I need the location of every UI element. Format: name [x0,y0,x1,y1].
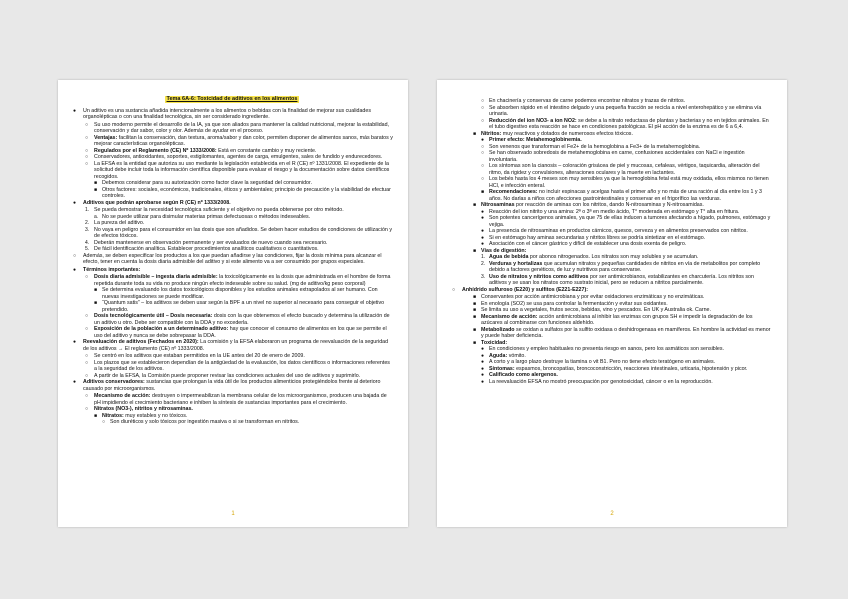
bullet-marker: ○ [73,252,77,259]
bullet-marker: ○ [85,353,89,359]
bullet-marker: 3. [481,273,486,280]
item-bold-text: Dosis diaria admisible – ingesta diaria admisible: [94,274,218,280]
bullet-marker: ○ [85,326,89,332]
list-item [70,360,394,373]
list-item [449,379,773,386]
item-text: Son potentes cancerígenos animales, ya que 75 de ellas inducen a tumores afectando a hígado, pulmones, estómago y vejiga. [489,215,771,228]
bullet-marker: ○ [85,154,89,160]
bullet-marker: ○ [481,98,485,104]
page-2 [437,80,787,527]
item-text: No vaya en peligro para el consumidor en las dosis que son añadidos. Se deben hacer estudios de condiciones de utilización y de efectos tóxicos. [94,226,392,239]
item-text: se oxidan a sulfatos por la sulfito oxidasa o deshidrogenasa en mamíferos. En hombre la actividad es menor y puede haber deficiencia. [481,326,771,339]
item-text: dosis con la que obtenemos el efecto buscado y determina la utilización de un aditivo u otro. Debe ser compatible con la DDA y no excederla. [94,313,390,326]
bullet-marker: ○ [85,134,89,141]
bullet-marker: ○ [481,176,485,182]
item-text: facilitan la conservación, dan textura, aroma/sabor y dan color, permiten disponer de alimentos sanos, más baratos y mejorar características organolépticas. [94,134,393,147]
item-bold-text: Mecanismo de acción: [481,313,538,320]
item-bold-text: Nitratos: [102,412,124,419]
bullet-marker: ○ [85,406,89,412]
bullet-marker: ○ [481,117,485,124]
item-text: vómito. [507,352,526,359]
item-bold-text: Aguda: [489,352,508,359]
list-item [70,108,394,121]
item-text: Debemos considerar para su autorización como factor clave la seguridad del consumidor. [102,180,312,186]
item-bold-text: Exposición de la población a un determinado aditivo: [94,326,229,332]
item-text: Además, se deben especificar los productos a los que puedan añadirse y las condiciones, fijar la dosis mínima para alcanzar el efecto, tener en cuenta la dosis diaria admisible del aditivo y si este alimento va a ser consumido por grupos especiales. [83,252,382,265]
bullet-marker: ● [73,266,77,273]
bullet-marker: ● [481,359,485,365]
list-item [449,327,773,340]
bullet-marker: ■ [473,247,477,254]
bullet-marker: ○ [452,286,456,293]
item-text: la toxicológicamente es la dosis que administrada en el hombre de forma repetida durante toda su vida no produce ningún efecto indeseable sobre su salud. (mg de aditivo/kg peso corporal) [94,274,391,287]
list-item [70,393,394,406]
bullet-marker: 2. [481,260,486,267]
item-text: Conservantes por acción antimicrobiana y por evitar oxidaciones enzimáticas y no enzimáticas. [481,294,705,300]
bullet-marker: ● [481,365,485,372]
item-bold-text: Síntomas: [489,365,515,372]
item-text: Se limita su uso a vegetales, frutos secos, bebidas, vino y pescados. En UK y Australia ok. Carne. [481,307,711,313]
item-text: muy estables y no tóxicos. [123,412,188,419]
bullet-marker: a. [94,213,99,220]
item-bold-text: Términos importantes: [83,266,141,273]
item-bold-text: Recomendaciones: [489,189,538,195]
bullet-marker: ○ [481,163,485,169]
bullet-marker: ■ [94,300,98,306]
bullet-marker: ○ [481,150,485,156]
item-bold-text: Anhídrido sulfuroso (E220) y sulfitos (E221-E227): [462,286,588,293]
bullet-marker: ■ [94,287,98,293]
list-item [449,105,773,118]
list-item [70,135,394,148]
list-item [449,176,773,189]
page-number: 2 [610,510,614,517]
item-text: Conservadores, antioxidantes, soportes, estigilomantes, agentes de carga, emulgentes, sales de fundido y endurecedores. [94,154,383,160]
item-text: acción antimicrobiana al inhibir las enzimas con grupos SH e impedir la degradación de los azúcares al combinarse con funciones aldehído. [481,313,753,326]
item-text: La comisión y la EFSA elaboraron un programa de reevaluación de la seguridad de los aditivos → El reglamento (CE) nº 1333/2008. [83,339,389,352]
item-text: por reacción de aminas con los nitritos, dando N-nitrosaminas y N-nitrosamidas. [514,202,704,208]
bullet-marker: ● [73,107,77,114]
item-bold-text: Dosis tecnológicamente útil – Dosis necesaria: [94,313,213,319]
list-item [70,187,394,200]
item-text: La pureza del aditivo. [94,220,145,226]
bullet-marker: ● [481,215,485,221]
bullet-marker: ○ [85,359,89,366]
item-text: La EFSA es la entidad que autoriza su uso mediante la legislación establecida en el R (CE) nº 1331/2008. El expediente de la solicitud debe incluir toda la información científica disponible para evaluar el riesgo y la documentación sobre datos científicos recogidos. [94,160,390,180]
list-item [449,287,773,294]
bullet-marker: ■ [94,186,98,193]
item-text: A partir de la EFSA, la Comisión puede proponer revisar las condiciones actuales del uso de aditivos y suprimirlo. [94,372,361,379]
list-item [70,313,394,326]
item-bold-text: Metabolizado [481,326,515,333]
bullet-marker: ● [481,234,485,241]
bullet-marker: ● [481,372,485,378]
bullet-marker: ● [73,199,77,206]
list-item [70,339,394,352]
item-text: Se han observado sobredosis de metahemoglobina en carne, confusiones accidentales con NaCl e ingestión involuntaria. [489,150,745,163]
bullet-marker: ● [481,208,485,215]
item-bold-text: Reevaluación de aditivos (Fechados en 2020): [83,339,199,345]
item-text: Si en estómago hay aminas secundarias y nitritos libres se podría sintetizar en el estómago. [489,234,706,241]
item-text: que acumulan nitratos y pequeñas cantidades de nitritos en vía de metabolitos por completo debido a factores genéticos, de luz y nutritivos para conservarse. [489,260,761,273]
item-text: muy reactivos y dotados de numerosos efectos tóxicos. [501,130,633,137]
bullet-marker: ○ [85,372,89,379]
bullet-marker: ○ [85,147,89,154]
item-text: Se absorben rápido en el intestino delgado y una pequeña fracción se recicla a nivel enterohepático y se elimina vía urinaria. [489,104,762,117]
bullet-marker: ■ [473,307,477,313]
item-bold-text: Mecanismo de acción: [94,393,151,399]
item-bold-text: Uso de nitratos y nitritos como aditivos [489,273,589,280]
bullet-marker: ■ [94,412,98,419]
list-item [70,326,394,339]
bullet-marker: ■ [473,294,477,300]
item-text: A corto y a largo plazo destruye la tiamina o vit B1. Pero no tiene efecto teratógeno en animales. [489,359,716,365]
item-text: “Quantum satis” – los aditivos se deben usar según la BPF a un nivel no superior al necesario para conseguir el objetivo pretendido. [102,300,385,313]
item-text: hay que conocer el consumo de alimentos en los que se permite el uso del aditivo y nunca se debe sobrepasar la DDA. [94,326,387,339]
bullet-marker: ● [481,346,485,352]
list-item [70,300,394,313]
item-bold-text: Nitrosaminas [481,202,515,208]
page-number: 1 [231,510,235,517]
list-item [70,227,394,240]
bullet-marker: ○ [481,143,485,150]
item-text: Su uso moderno permite el desarrollo de la IA, ya que son aliados para mantener la calidad nutricional, mejorar la estabilidad, conservación y dar sabor, color y olor. Además de ayudar en el proceso. [94,121,390,134]
document-title: Tema 6A-6: Toxicidad de aditivos en los alimentos [166,96,298,102]
item-text: Se determina evaluando los datos toxicológicos disponibles y los estudios animales extrapolados al ser humano. Con nuevas investigaciones se puede modificar. [102,287,378,300]
item-text: Asociación con el cáncer gástrico y difícil de establecer una dosis exenta de peligro. [489,241,687,247]
list-item [449,118,773,131]
item-bold-text: Toxicidad: [481,339,508,346]
item-text: destruyen o impermeabilizan la membrana celular de los microorganismos, producen una bajada de pH impidiendo el crecimiento bacteriano e inhiben la síntesis de sustancias importantes para el crecimiento. [94,393,387,406]
bullet-marker: ● [73,379,77,385]
item-bold-text: Reducción del ion NO3- a ion NO2: [489,117,577,124]
left-page-list [70,108,394,426]
item-text: sustancias que prolongan la vida útil de los productos alimenticios protegiéndolos frente al deterioro causado por microorganismos. [83,379,381,392]
list-item [70,419,394,426]
item-text: En condiciones y empleo habituales no presenta riesgo en sanos, pero los asmáticos son sensibles. [489,346,724,352]
item-text: Está en constante cambio y muy reciente. [216,147,317,154]
bullet-marker: ○ [481,104,485,111]
bullet-marker: ■ [473,202,477,208]
bullet-marker: 4. [85,239,90,246]
list-item [449,261,773,274]
item-text: Los bebés hasta los 4 meses son muy sensibles ya que la hemoglobina fetal está muy oxidada, ellos mismos no tienen HCl, e infección enteral. [489,176,769,189]
item-text: Reacción del ion nitrito y una amina: 2ª o 3ª en medio ácido, T° moderada en estómago y T° alta en fritura. [489,208,740,215]
item-text: se debe a la nitrato reductasa de plantas y bacterias y no en tejidos animales. En el tubo digestivo esta reacción se hace en condiciones patológicas. El pH acción de la enzima es de 6 a 6,4. [489,117,769,130]
item-bold-text: Agua de bebida [489,254,529,260]
bullet-marker: 3. [85,226,90,233]
item-text: por ser antimicrobianos, estabilizantes en charcutería. Los nitritos son aditivos y se usan los nitratos como sustrato inicial, pero se reducen a nitritos parcialmente. [489,273,754,286]
item-bold-text: Nitratos (NO3-), nitritos y nitrosaminas. [94,406,193,412]
right-page-list [449,98,773,385]
item-bold-text: Regulados por el Reglamento (CE) Nº 1333/2008: [94,147,217,154]
item-text: La presencia de nitrosaminas en productos cárnicos, quesos, cerveza y en alimentos preservados con nitritos. [489,228,748,234]
item-bold-text: Verduras y hortalizas [489,260,543,267]
item-text: por abonos nitrogenados. Los nitratos son muy solubles y se acumulan. [528,254,699,260]
item-text: Los síntomas son la cianosis – coloración grisácea de piel y mucosas, cefaleas, vértigos, taquicardia, alteración del ritmo, da rigidez y convulsiones, alteraciones oculares y la muerte en lactantes. [489,163,760,176]
list-item [70,274,394,287]
bullet-marker: ● [481,241,485,247]
bullet-marker: ○ [102,419,106,425]
bullet-marker: ■ [473,339,477,346]
bullet-marker: 1. [85,207,90,213]
list-item [70,379,394,392]
list-item [449,163,773,176]
bullet-marker: ○ [85,274,89,280]
bullet-marker: ○ [85,121,89,128]
item-bold-text: Aditivos conservadores: [83,379,145,385]
bullet-marker: ■ [94,180,98,186]
item-bold-text: Vías de digestión: [481,247,527,254]
list-item [70,267,394,274]
bullet-marker: ○ [85,393,89,399]
bullet-marker: ■ [473,300,477,307]
list-item [449,314,773,327]
bullet-marker: ■ [473,130,477,137]
list-item [449,215,773,228]
item-text: no incluir espinacas y acelgas hasta el primer año y no más de una ración al día entre los 1 y 3 años. No darlas a niños con afecciones gastrointestinales y conservar en el frigorífico las verduras. [489,189,762,202]
bullet-marker: ○ [85,313,89,319]
bullet-marker: 2. [85,220,90,226]
list-item [449,274,773,287]
bullet-marker: ○ [85,160,89,167]
list-item [70,287,394,300]
item-text: En enología (SO2) se usa para controlar la fermentación y evitar sus oxidantes. [481,300,668,307]
page-1 [58,80,408,527]
bullet-marker: 5. [85,246,90,252]
item-text: espasmos, broncopatías, broncoconstricción, reacciones intestinales, urticaria, hipotensión y picor. [514,365,748,372]
item-text: Deberán mantenerse en observación permanente y ser evaluados de nuevo cuando sea necesario. [94,239,328,246]
bullet-marker: ■ [473,326,477,333]
item-text: Se centró en los aditivos que estaban permitidos en la UE antes del 20 de enero de 2009. [94,353,305,359]
list-item [70,161,394,181]
item-bold-text: Ventajas: [94,134,118,141]
item-text: Otros factores: sociales, económicos, tradicionales, éticos y ambientales; principio de precaución y la viabilidad de efectuar controles. [102,186,391,199]
bullet-marker: ● [481,137,485,143]
item-text: Son venenos que transforman el Fe2+ de la hemoglobina a Fe3+ de la metahemoglobina. [489,143,701,150]
list-item [70,122,394,135]
bullet-marker: ● [481,228,485,234]
list-item [70,200,394,207]
bullet-marker: ■ [473,313,477,320]
item-bold-text: Primer efecto: Metahemoglobinemia. [489,137,582,143]
item-text: Son diuréticos y solo tóxicos por ingestión masiva o si se transforman en nitritos. [110,419,300,425]
bullet-marker: ● [481,378,485,385]
item-text: De fácil identificación analítica. Establecer procedimientos analíticos cualitativos o cuantitativos. [94,246,319,252]
item-text: En chacinería y conservas de carne podemos encontrar nitratos y trazas de nitritos. [489,98,686,104]
bullet-marker: ● [481,352,485,359]
item-text: La reevaluación EFSA no mostró preocupación por genotoxicidad, cáncer o en la reproducción. [489,378,713,385]
list-item [449,189,773,202]
bullet-marker: ■ [481,189,485,195]
item-text: Se pueda demostrar la necesidad tecnológica suficiente y el objetivo no pueda obtenerse por otro método. [94,207,344,213]
item-text: No se puede utilizar para disimular materias primas defectuosas o métodos indeseables. [102,213,311,220]
item-bold-text: Aditivos que podrán aprobarse según R (CE) nº 1333/2008. [83,199,231,206]
item-text: Los plazos que se establecieron dependían de la antigüedad de la evaluación, los datos científicos o informaciones referentes a la seguridad de los aditivos. [94,359,390,372]
bullet-marker: 1. [481,254,486,260]
list-item [449,150,773,163]
list-item [70,253,394,266]
item-text: Un aditivo es una sustancia añadida intencionalmente a los alimentos o bebidas con la finalidad de mejorar sus cualidades organolépticas o con una finalidad tecnológica, sin ser considerado ingrediente. [83,107,371,120]
bullet-marker: ● [73,339,77,345]
item-bold-text: Nitritos: [481,130,502,137]
item-bold-text: Calificado como alergenos. [489,372,558,378]
